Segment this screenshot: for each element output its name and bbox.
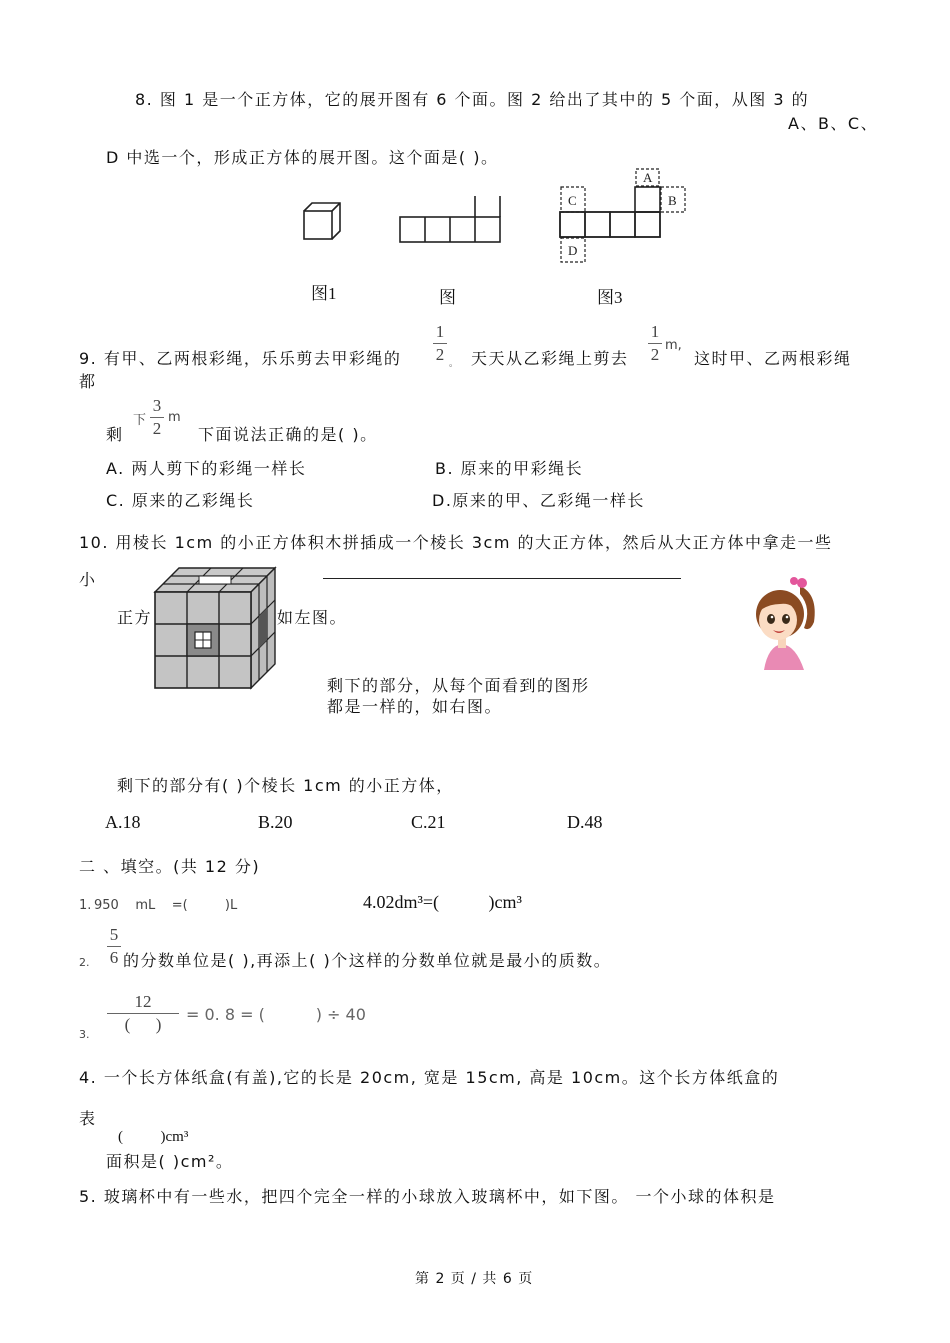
q10-left-text: 正方 [117,608,153,627]
q9-fraction-3-num: 3 [152,396,162,415]
q10-option-b: B.20 [258,812,293,832]
fraction-bar [648,343,662,344]
fill2-text: 的分数单位是( ),再添上( )个这样的分数单位就是最小的质数。 [123,951,612,970]
fill4-stray-text: ( )cm³ [118,1129,189,1145]
q9-option-b: B. 原来的甲彩绳长 [435,459,584,478]
q9-line1: 9. 有甲、乙两根彩绳，乐乐剪去甲彩绳的 [79,349,402,368]
q9-line2-suffix: 下面说法正确的是( )。 [198,425,378,444]
fig2-net-figure [399,196,503,244]
q10-line1: 10. 用棱长 1cm 的小正方体积木拼插成一个棱长 3cm 的大正方体，然后从大正方体中拿走一些 [79,533,833,552]
q10-right-text-1: 剩下的部分，从每个面看到的图形 [327,676,590,695]
fig3-net-figure [560,168,690,264]
q10-option-c: C.21 [411,812,446,832]
fill2-number: 2. [79,956,90,969]
fill2-fraction [107,925,121,968]
fill4-line1-wrap: 表 [79,1109,97,1128]
fig3-label-b: B [668,193,677,208]
page-footer: 第 2 页 / 共 6 页 [415,1271,534,1287]
q10-answer-line [323,578,681,579]
girl-illustration [742,572,822,672]
fig3-label-a: A [643,170,653,185]
q9-option-c: C. 原来的乙彩绳长 [106,491,255,510]
fraction-bar [433,343,447,344]
fraction-bar [150,417,164,418]
fill2-fraction-den: 6 [109,948,119,967]
fill3-number: 3. [79,1028,90,1041]
fill4-line2: 面积是( )cm²。 [106,1152,234,1171]
fill5-line1: 5. 玻璃杯中有一些水，把四个完全一样的小球放入玻璃杯中，如下图。 一个小球的体积是 [79,1187,776,1206]
fig2-caption: 图 [439,288,456,307]
q9-fraction-1-suffix: 。 [449,359,459,369]
section2-title: 二 、填空。(共 12 分) [79,857,261,876]
q9-line1-wrap: 都 [79,372,97,391]
fig3-caption: 图3 [597,288,623,307]
q9-line2-prefix: 剩 [106,425,124,444]
fig1-caption: 图1 [311,284,337,303]
fraction-bar [107,1013,179,1014]
q9-option-a: A. 两人剪下的彩绳一样长 [106,459,307,478]
fraction-bar [107,946,121,947]
q10-option-d: D.48 [567,812,603,832]
fill1-right: 4.02dm³=( )cm³ [363,892,522,912]
fig1-cube-figure [303,202,343,242]
q9-fraction-2-unit: m, [665,338,682,353]
fill1-left: 950 mL =( )L [94,898,238,913]
fill3-fraction-num: 12 [134,992,152,1011]
fig3-label-d: D [568,243,578,258]
q10-after-cube: 如左图。 [277,608,348,627]
q8-line1-tail: A、B、C、 [788,114,879,133]
q9-tail: 这时甲、乙两根彩绳 [694,349,852,368]
q10-option-a: A.18 [105,812,141,832]
q10-right-text-2: 都是一样的，如右图。 [327,697,503,716]
q9-fraction-3-den: 2 [152,419,162,438]
q9-fraction-2 [648,322,662,365]
fill1-number: 1. [79,898,92,913]
q10-line1-wrap: 小 [79,570,97,589]
q9-mid: 天天从乙彩绳上剪去 [471,349,629,368]
q10-question: 剩下的部分有( )个棱长 1cm 的小正方体， [117,776,454,795]
q9-fraction-2-num: 1 [650,322,660,341]
fill4-line1: 4. 一个长方体纸盒(有盖),它的长是 20cm, 宽是 15cm, 高是 10cm。这个长方体纸盒的 [79,1068,780,1087]
q9-fraction-1-den: 2 [435,345,445,364]
q9-fraction-3 [150,396,164,439]
q10-cube-figure [155,568,277,690]
q9-fraction-2-den: 2 [650,345,660,364]
q9-xia: 下 [133,413,147,428]
q9-fraction-1-num: 1 [435,322,445,341]
fill3-text: = 0. 8 = ( ) ÷ 40 [186,1005,366,1024]
q9-option-d: D.原来的甲、乙彩绳一样长 [432,491,645,510]
fill2-fraction-num: 5 [109,925,119,944]
fill3-fraction-den: ( ) [124,1015,162,1034]
q9-fraction-1 [433,322,447,365]
q8-line2: D 中选一个，形成正方体的展开图。这个面是( )。 [106,148,499,167]
q9-fraction-3-unit: m [168,410,181,425]
fill3-fraction [107,992,179,1035]
q8-line1: 8. 图 1 是一个正方体，它的展开图有 6 个面。图 2 给出了其中的 5 个面，从图 3 的 [135,90,810,109]
fig3-label-c: C [568,193,577,208]
